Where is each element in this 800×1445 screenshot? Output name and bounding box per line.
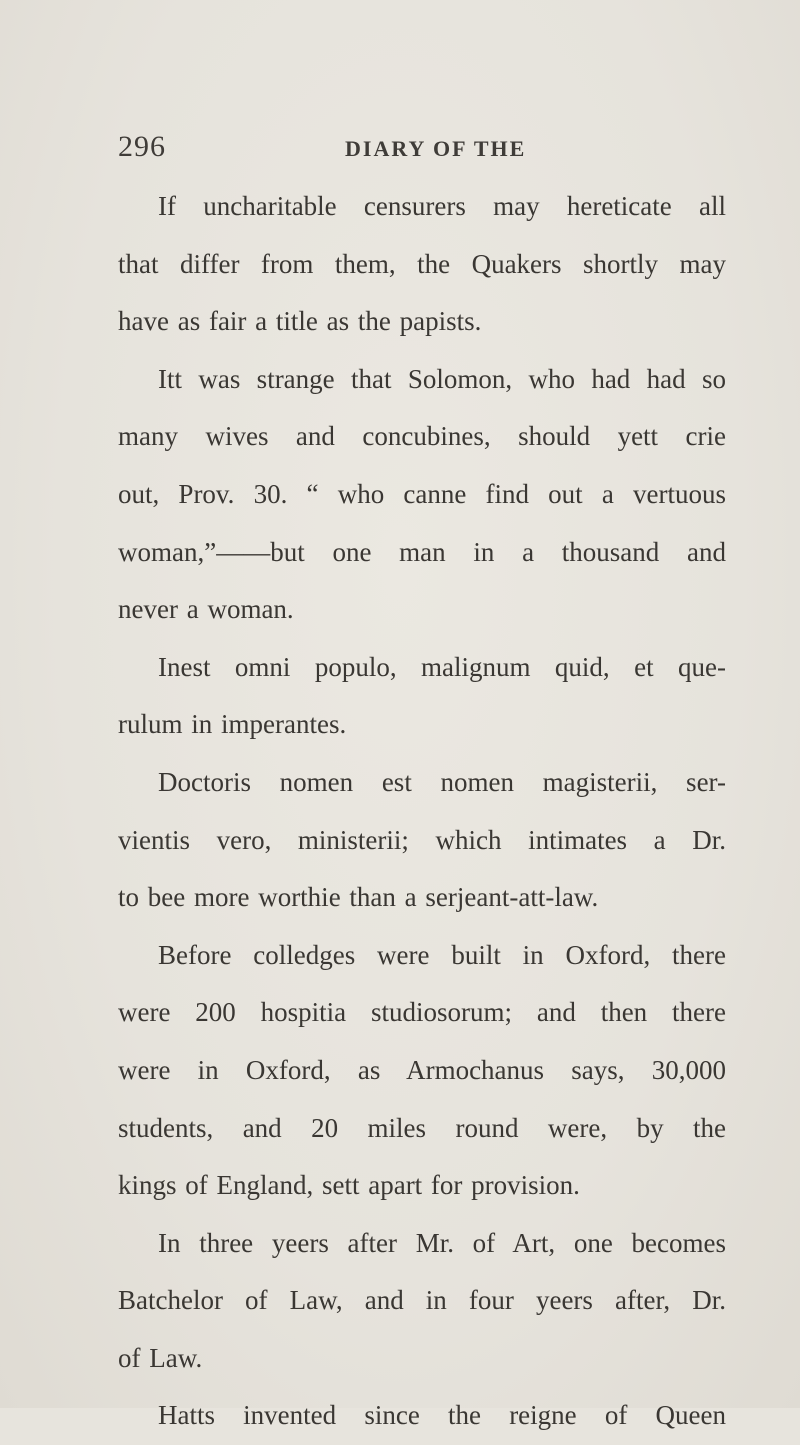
text-line: were in Oxford, as Armochanus says, 30,000: [118, 1054, 726, 1085]
text-line: kings of England, sett apart for provision.: [118, 1170, 580, 1201]
text-line: Doctoris nomen est nomen magisterii, ser-: [158, 766, 726, 797]
text-line: were 200 hospitia studiosorum; and then there: [118, 997, 726, 1028]
body-text: [118, 178, 726, 1445]
text-line: have as fair a title as the papists.: [118, 306, 482, 337]
running-title: DIARY OF THE: [345, 136, 527, 161]
text-line: vientis vero, ministerii; which intimates a Dr.: [118, 824, 726, 855]
text-line: If uncharitable censurers may hereticate all: [158, 191, 726, 221]
text-line: out, Prov. 30. “ who canne find out a vertuous: [118, 478, 726, 509]
running-head: [0, 130, 800, 170]
text-line: to bee more worthie than a serjeant-att-law.: [118, 882, 599, 913]
text-line: that differ from them, the Quakers shortly may: [118, 248, 726, 279]
text-line: of Law.: [118, 1342, 203, 1373]
text-line: Before colledges were built in Oxford, there: [158, 939, 726, 970]
text-line: In three yeers after Mr. of Art, one becomes: [158, 1227, 726, 1258]
text-line: never a woman.: [118, 594, 294, 625]
text-line: Itt was strange that Solomon, who had had so: [158, 363, 726, 394]
text-line: Hatts invented since the reigne of Queen: [158, 1400, 726, 1431]
text-line: woman,”——but one man in a thousand and: [118, 536, 726, 567]
text-line: Inest omni populo, malignum quid, et que-: [158, 651, 726, 682]
text-line: many wives and concubines, should yett crie: [118, 421, 726, 452]
page-number: 296: [118, 130, 166, 163]
text-line: Batchelor of Law, and in four yeers after, Dr.: [118, 1285, 726, 1316]
text-line: rulum in imperantes.: [118, 709, 347, 740]
text-line: students, and 20 miles round were, by the: [118, 1112, 726, 1143]
